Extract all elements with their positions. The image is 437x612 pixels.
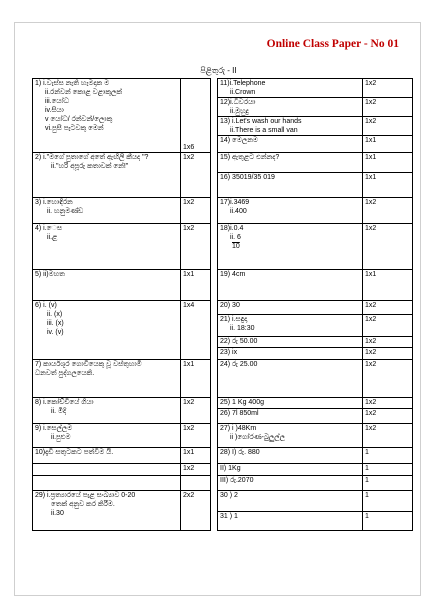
column-gap: [211, 224, 218, 270]
answer-line: [220, 242, 360, 251]
answer-line: ii.400: [230, 208, 247, 215]
answer-line: 26) 7l 850ml: [220, 410, 259, 417]
answer-cell-right: [218, 224, 363, 270]
marks-value: 1x4: [183, 302, 195, 309]
answer-cell-right: [218, 491, 363, 512]
answer-line: ii.Crown: [230, 89, 256, 96]
answer-cell-left: [33, 491, 181, 531]
answer-cell-left: [33, 270, 181, 301]
marks-value: 2x2: [183, 492, 195, 499]
marks-value: 1: [365, 492, 369, 499]
marks-cell-right: [363, 398, 413, 409]
marks-cell-left: [181, 464, 211, 476]
marks-value: 1: [365, 465, 369, 472]
answer-cell-right: [218, 301, 363, 315]
answer-line: ii."හරි අපූරු කතාවක් නේ!": [51, 163, 129, 170]
marks-value: 1x2: [365, 410, 377, 417]
marks-cell-right: [363, 464, 413, 476]
table-row: [33, 301, 413, 315]
answer-line: 21) i.සඳුදා: [220, 316, 248, 323]
marks-cell-left: [181, 360, 211, 398]
column-gap: [211, 198, 218, 224]
marks-cell-right: [363, 348, 413, 360]
marks-value: 1x1: [183, 271, 195, 278]
answer-line: ධනවත් පුද්ගලයෙකි.: [35, 370, 95, 377]
marks-value: 1x1: [365, 271, 377, 278]
answer-cell-right: [218, 409, 363, 424]
answer-line: ii. (x): [47, 311, 63, 318]
marks-cell-right: [363, 448, 413, 464]
answer-line: 19) 4cm: [220, 271, 246, 278]
marks-value: 1x2: [365, 225, 377, 232]
marks-value: 1x2: [183, 399, 195, 406]
answer-line: 12)i.ධීවරයා: [220, 99, 256, 106]
answer-line: ii.රන්වන් කොළ වළාකුලක්: [45, 89, 123, 96]
answer-line: 23) ix: [220, 349, 238, 356]
marks-value: 1x1: [365, 174, 377, 181]
answer-cell-left: [33, 153, 181, 198]
marks-cell-right: [363, 117, 413, 136]
answer-line: 1) i.වැස්ස නැති හැමදාක ම: [35, 80, 110, 87]
answer-cell-right: [218, 136, 363, 153]
answer-line: 6) i. (v): [35, 302, 57, 309]
table-row: [33, 224, 413, 270]
column-gap: [211, 79, 218, 153]
marks-value: 1x2: [365, 99, 377, 106]
column-gap: [211, 398, 218, 424]
section-subtitle: පිළිතුරු - II: [200, 66, 237, 75]
answer-cell-left: [33, 224, 181, 270]
table-row: [33, 360, 413, 398]
answer-line: 17)i.3469: [220, 199, 250, 206]
table-row: [33, 464, 413, 476]
marks-cell-left: [181, 448, 211, 464]
marks-cell-right: [363, 136, 413, 153]
answer-line: iii. (x): [47, 320, 64, 327]
marks-value: 1x2: [183, 199, 195, 206]
marks-cell-left: [181, 224, 211, 270]
column-gap: [211, 448, 218, 464]
marks-value: 1x2: [183, 425, 195, 432]
table-row: [33, 491, 413, 512]
answer-cell-right: [218, 117, 363, 136]
answer-line: 3) i.හොඳිරන: [35, 199, 73, 206]
column-gap: [211, 153, 218, 198]
answer-cell-right: [218, 398, 363, 409]
answer-line: iv. (v): [47, 329, 64, 336]
answer-line: 25) 1 Kg 400g: [220, 399, 264, 406]
answer-line: ii. මිදි: [51, 408, 67, 415]
marks-cell-right: [363, 337, 413, 348]
marks-cell-right: [363, 79, 413, 98]
answer-cell-right: [218, 424, 363, 448]
table-row: [33, 448, 413, 464]
answer-cell-right: [218, 512, 363, 531]
answer-line: iii.යෝධ: [45, 98, 69, 105]
answer-line: 11)i.Telephone: [220, 80, 266, 87]
answer-cell-right: [218, 348, 363, 360]
answer-table: [32, 78, 413, 531]
marks-value: 1x2: [365, 338, 377, 345]
answer-line: II) 1Kg: [220, 465, 241, 472]
answer-line: iv.සියා: [45, 107, 64, 114]
column-gap: [211, 491, 218, 531]
page-title: Online Class Paper - No 01: [266, 38, 399, 50]
marks-cell-right: [363, 153, 413, 173]
answer-line: 4) i.ෙස: [35, 225, 63, 232]
answer-line: 14) මෙලනම: [220, 137, 258, 144]
answer-line: vi.පුසී පැටවකු මෙන්: [45, 125, 104, 132]
column-gap: [211, 476, 218, 491]
marks-value: 1x1: [365, 137, 377, 144]
marks-value: 1x2: [365, 199, 377, 206]
answer-line: ii. 6: [230, 234, 241, 241]
marks-value: 1x1: [365, 154, 377, 161]
marks-cell-right: [363, 491, 413, 512]
answer-line: ii.There is a small van: [230, 127, 298, 134]
column-gap: [211, 270, 218, 301]
marks-cell-right: [363, 301, 413, 315]
marks-cell-right: [363, 173, 413, 198]
marks-value: 1x2: [365, 361, 377, 368]
column-gap: [211, 301, 218, 360]
answer-cell-left: [33, 464, 181, 476]
answer-line: III) රු.2070: [220, 477, 254, 484]
marks-value: 1: [365, 449, 369, 456]
answer-line: 2) i."මගේ පුතාගේ අතේ ඇඟිලි කීයද "?: [35, 154, 149, 161]
answer-line: ii.ළ: [47, 234, 58, 241]
answer-line: 22) රු 50.00: [220, 338, 258, 345]
answer-cell-right: [218, 315, 363, 337]
answer-line: 31 ) 1: [220, 513, 238, 520]
marks-cell-right: [363, 424, 413, 448]
answer-line: 8) i.කෝච්චියේ ගියා: [35, 399, 94, 406]
answer-cell-left: [33, 360, 181, 398]
marks-cell-left: [181, 301, 211, 360]
marks-value: 1x1: [183, 361, 195, 368]
answer-cell-left: [33, 398, 181, 424]
answer-line: 28) I) රු. 880: [220, 449, 260, 456]
answer-cell-left: [33, 424, 181, 448]
answer-line: ii. හනුමණ්ඩ: [47, 208, 84, 215]
marks-cell-right: [363, 198, 413, 224]
marks-cell-right: [363, 224, 413, 270]
marks-value: 1x1: [183, 449, 195, 456]
answer-line: ii. 18:30: [230, 325, 255, 332]
marks-cell-left: [181, 79, 211, 153]
answer-line: 9) i.සෙල්ලම: [35, 425, 73, 432]
answer-line: තෙක් අනුව කර කිරීම.: [51, 501, 115, 508]
answer-cell-right: [218, 98, 363, 117]
table-row: [33, 398, 413, 409]
answer-cell-right: [218, 198, 363, 224]
fraction-denominator: 10: [232, 243, 240, 250]
column-gap: [211, 360, 218, 398]
marks-value: 1x6: [183, 144, 195, 151]
answer-cell-right: [218, 270, 363, 301]
answer-cell-right: [218, 337, 363, 348]
marks-cell-right: [363, 315, 413, 337]
marks-cell-right: [363, 476, 413, 491]
answer-cell-right: [218, 448, 363, 464]
answer-line: 24) රු 25.00: [220, 361, 258, 368]
marks-value: 1x2: [365, 80, 377, 87]
answer-cell-right: [218, 173, 363, 198]
answer-cell-left: [33, 448, 181, 464]
table-row: [33, 79, 413, 98]
marks-value: 1: [365, 477, 369, 484]
answer-cell-left: [33, 476, 181, 491]
marks-cell-left: [181, 270, 211, 301]
marks-cell-left: [181, 424, 211, 448]
answer-line: ii.පුළුම: [51, 434, 71, 441]
answer-line: v යෝධ/ රන්වන්/ලොකු: [45, 116, 113, 123]
marks-cell-right: [363, 360, 413, 398]
table-row: [33, 153, 413, 173]
marks-value: 1x2: [365, 118, 377, 125]
marks-cell-left: [181, 153, 211, 198]
marks-value: 1x2: [365, 349, 377, 356]
answer-line: 18)i.0.4: [220, 225, 244, 232]
marks-cell-right: [363, 409, 413, 424]
table-row: [33, 476, 413, 491]
marks-cell-right: [363, 98, 413, 117]
marks-value: 1x2: [365, 399, 377, 406]
answer-line: 7) කාර්යශූර ගොවියෙකු වූ වස්තුහාමි: [35, 361, 142, 368]
marks-value: 1x2: [183, 465, 195, 472]
marks-value: 1: [365, 513, 369, 520]
answer-cell-right: [218, 476, 363, 491]
table-row: [33, 270, 413, 301]
answer-line: 10)දැඩි සතුටකට පත්වීම යි.: [35, 449, 114, 456]
marks-cell-right: [363, 512, 413, 531]
answer-cell-right: [218, 153, 363, 173]
answer-cell-right: [218, 360, 363, 398]
answer-cell-left: [33, 79, 181, 153]
answer-line: ii )ගෝරණ-බුලුල්ල: [230, 434, 285, 441]
answer-line: 5) ii)මහත: [35, 271, 65, 278]
answer-line: ii.30: [51, 510, 64, 517]
marks-cell-left: [181, 198, 211, 224]
answer-line: 29) i.ප්‍රත්‍යාරයේ පැළ සංඛ්‍යාව 0-20: [35, 492, 136, 499]
column-gap: [211, 424, 218, 448]
marks-cell-right: [363, 270, 413, 301]
answer-line: 20) 30: [220, 302, 240, 309]
marks-cell-left: [181, 491, 211, 531]
marks-cell-left: [181, 476, 211, 491]
answer-line: ii.මුහුදු: [230, 108, 249, 115]
marks-value: 1x2: [365, 316, 377, 323]
marks-value: 1x2: [365, 425, 377, 432]
marks-value: 1x2: [183, 225, 195, 232]
answer-line: 27) i )48Km: [220, 425, 257, 432]
answer-line: 30 ) 2: [220, 492, 238, 499]
answer-cell-right: [218, 79, 363, 98]
table-row: [33, 424, 413, 448]
answer-cell-left: [33, 198, 181, 224]
column-gap: [211, 464, 218, 476]
answer-cell-right: [218, 464, 363, 476]
answer-cell-left: [33, 301, 181, 360]
marks-value: 1x2: [183, 154, 195, 161]
answer-line: 13) i.Let's wash our hands: [220, 118, 302, 125]
answer-line: 16) 35019/35 019: [220, 174, 275, 181]
marks-value: 1x2: [365, 302, 377, 309]
table-row: [33, 198, 413, 224]
answer-line: 15) ඇතුළට එන්නද?: [220, 154, 280, 161]
marks-cell-left: [181, 398, 211, 424]
